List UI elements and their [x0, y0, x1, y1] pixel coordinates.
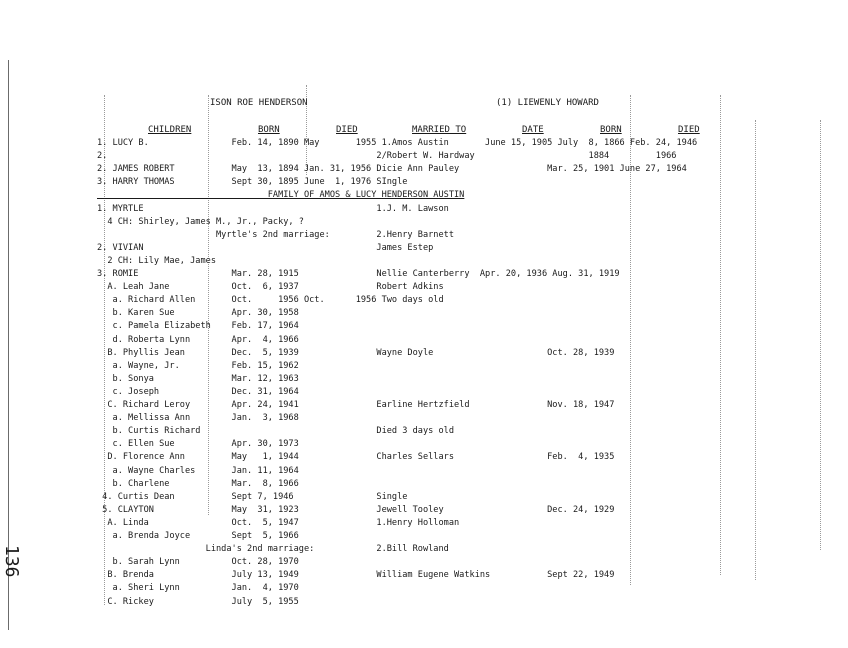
col-married-to: MARRIED TO	[412, 125, 467, 135]
header-right: (1) LIEWENLY HOWARD	[496, 98, 599, 108]
record-line: c. Ellen Sue Apr. 30, 1973	[97, 439, 299, 450]
record-line: A. Leah Jane Oct. 6, 1937 Robert Adkins	[97, 282, 444, 293]
record-line: C. Richard Leroy Apr. 24, 1941 Earline Hertzfield Nov. 18, 1947	[97, 400, 615, 410]
record-line: a. Mellissa Ann Jan. 3, 1968	[97, 413, 299, 424]
record-line: d. Roberta Lynn Apr. 4, 1966	[97, 334, 299, 345]
record-line: a. Wayne Charles Jan. 11, 1964	[97, 465, 299, 476]
column-guide	[720, 95, 722, 575]
record-line: b. Charlene Mar. 8, 1966	[97, 478, 299, 489]
record-line: b. Karen Sue Apr. 30, 1958	[97, 308, 299, 319]
col-born: BORN	[258, 125, 280, 135]
record-line: D. Florence Ann May 1, 1944 Charles Sellars Feb. 4, 1935	[97, 452, 615, 463]
col-died: DIED	[336, 125, 358, 135]
record-line: 2 CH: Lily Mae, James	[97, 255, 216, 266]
record-line: b. Curtis Richard Died 3 days old	[97, 426, 454, 437]
record-line: A. Linda Oct. 5, 1947 1.Henry Holloman	[97, 517, 460, 528]
record-line: 2. JAMES ROBERT May 13, 1894 Jan. 31, 1956 Dicie Ann Pauley Mar. 25, 1901 June 27, 1964	[97, 164, 687, 175]
col-children: CHILDREN	[148, 125, 192, 135]
record-line: a. Wayne, Jr. Feb. 15, 1962	[97, 360, 299, 371]
record-line: b. Sonya Mar. 12, 1963	[97, 373, 299, 384]
record-line: 2. 2/Robert W. Hardway 1884 1966	[97, 151, 677, 162]
record-line: 2. VIVIAN James Estep	[97, 242, 434, 253]
header-left: ISON ROE HENDERSON	[210, 98, 308, 108]
record-line: 5. CLAYTON May 31, 1923 Jewell Tooley Dec. 24, 1929	[97, 504, 615, 515]
record-line: a. Sheri Lynn Jan. 4, 1970	[97, 583, 299, 594]
margin-page-number: 136	[1, 545, 22, 578]
column-guide	[755, 120, 757, 580]
record-line: b. Sarah Lynn Oct. 28, 1970	[97, 557, 299, 568]
record-line: C. Rickey July 5, 1955	[97, 596, 299, 607]
record-line: Linda's 2nd marriage: 2.Bill Rowland	[97, 544, 449, 555]
record-line: 1. MYRTLE 1.J. M. Lawson	[97, 203, 449, 214]
record-line: 4. Curtis Dean Sept 7, 1946 Single	[97, 491, 408, 502]
record-line: a. Richard Allen Oct. 1956 Oct. 1956 Two days old	[97, 295, 444, 306]
record-line: B. Phyllis Jean Dec. 5, 1939 Wayne Doyle Oct. 28, 1939	[97, 347, 615, 358]
col-date: DATE	[522, 125, 544, 135]
record-line: c. Joseph Dec. 31, 1964	[97, 386, 299, 397]
col-died-spouse: DIED	[678, 125, 700, 135]
record-line: 3. ROMIE Mar. 28, 1915 Nellie Canterberry Apr. 20, 1936 Aug. 31, 1919	[97, 269, 620, 279]
record-line: c. Pamela Elizabeth Feb. 17, 1964	[97, 321, 299, 332]
record-line: 4 CH: Shirley, James M., Jr., Packy, ?	[97, 216, 304, 227]
record-line: Myrtle's 2nd marriage: 2.Henry Barnett	[97, 229, 454, 240]
record-line: 3. HARRY THOMAS Sept 30, 1895 June 1, 1976 SIngle	[97, 177, 408, 188]
col-born-spouse: BORN	[600, 125, 622, 135]
record-line: FAMILY OF AMOS & LUCY HENDERSON AUSTIN	[97, 190, 465, 201]
column-guide	[820, 120, 822, 550]
record-line: 1. LUCY B. Feb. 14, 1890 May 1955 1.Amos Austin June 15, 1905 July 8, 1866 Feb. 24, 1946	[97, 138, 698, 148]
record-line: B. Brenda July 13, 1949 William Eugene Watkins Sept 22, 1949	[97, 570, 615, 581]
record-line: a. Brenda Joyce Sept 5, 1966	[97, 531, 299, 541]
